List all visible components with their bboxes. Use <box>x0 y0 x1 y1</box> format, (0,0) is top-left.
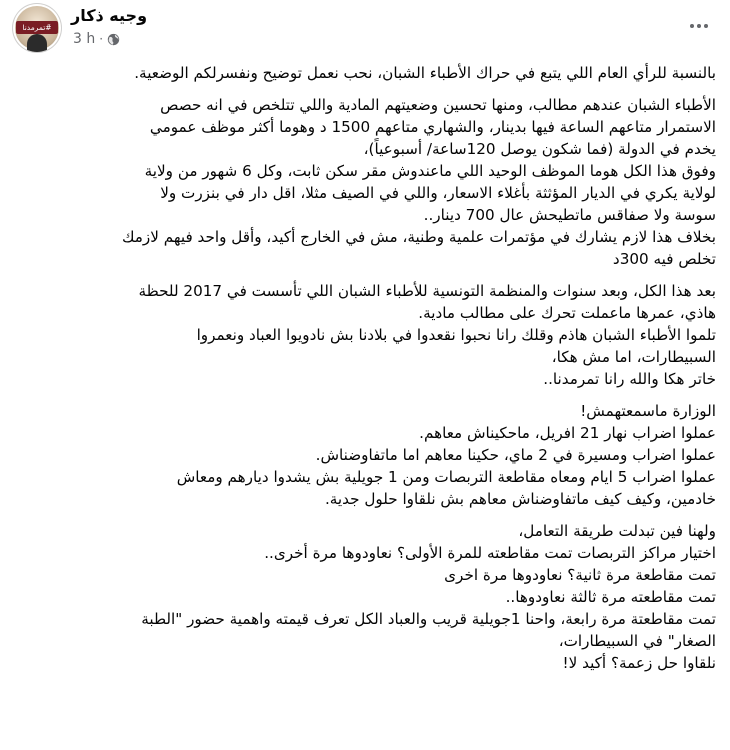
post-text-line: نلقاوا حل زعمة؟ أكيد لا! <box>562 654 716 672</box>
post-text-line: لولاية يكري في الديار المؤثثة بأغلاء الاسعار، واللي في الصيف مثلا، اقل دار في بنزرت ولا <box>160 184 716 202</box>
post-text-line: خادمين، وكيف كيف ماتفاوضناش معاهم بش نلقاوا حلول جدية. <box>324 490 716 508</box>
post-paragraph <box>14 94 716 270</box>
post-text-line: بخلاف هذا لازم يشارك في مؤتمرات علمية وطنية، مش في الخارج أكيد، وأقل واحد فيهم لازمك <box>122 228 716 246</box>
author-name[interactable]: وجيه ذكار <box>71 6 148 25</box>
post-text-line: الوزارة ماسمعتهمش! <box>580 402 716 420</box>
author-avatar[interactable] <box>13 4 61 52</box>
avatar-figure <box>27 34 47 52</box>
post-text-line: الصغار" في السبيطارات، <box>558 632 716 650</box>
more-horizontal-icon <box>690 24 694 28</box>
post-text-line: الاستمرار متاعهم الساعة فيها بدينار، والشهاري متاعهم 1500 د وهوما أكثر موظف عمومي <box>149 118 716 136</box>
post-text-line: عملوا اضراب ومسيرة في 2 ماي، حكينا معاهم اما ماتفاوضناش. <box>315 446 716 464</box>
post-text-line: بعد هذا الكل، وبعد سنوات والمنظمة التونسية للأطباء الشبان اللي تأسست في 2017 للحظة <box>138 282 716 300</box>
post-header <box>0 0 730 60</box>
avatar-badge-text: #تمرمدنا <box>16 21 58 34</box>
post-text-line: تخلص فيه 300د <box>612 250 716 268</box>
more-horizontal-icon-dot <box>704 24 708 28</box>
post-text-line: السبيطارات، اما مش هكا، <box>551 348 716 366</box>
more-horizontal-icon-dot <box>697 24 701 28</box>
post-text-line: خاتر هكا والله رانا تمرمدنا.. <box>543 370 716 388</box>
post-body <box>14 62 716 684</box>
post-text-line: يخدم في الدولة (فما شكون يوصل 120ساعة/ أسبوعياً)، <box>363 140 716 158</box>
post-text-line: تمت مقاطعة مرة ثانية؟ نعاودوها مرة اخرى <box>444 566 716 584</box>
post-paragraph <box>14 280 716 390</box>
meta-separator: · <box>99 32 104 46</box>
globe-icon[interactable] <box>107 33 120 46</box>
post-text-line: هاذي، عمرها ماعملت تحرك على مطالب مادية. <box>418 304 716 322</box>
more-options-button[interactable] <box>684 14 714 38</box>
post-text-line: ولهنا فين تبدلت طريقة التعامل، <box>518 522 716 540</box>
post-paragraph <box>14 520 716 674</box>
post-text-line: عملوا اضراب نهار 21 افريل، ماحكيناش معاهم. <box>419 424 716 442</box>
post-text-line: سوسة ولا صفاقس ماتطيحش عال 700 دينار.. <box>423 206 716 224</box>
post-paragraph <box>14 62 716 84</box>
post-paragraph <box>14 400 716 510</box>
post-text-line: اختيار مراكز التربصات تمت مقاطعته للمرة الأولى؟ نعاودوها مرة أخرى.. <box>264 544 716 562</box>
post-text-line: تلموا الأطباء الشبان هاذم وقلك رانا نحبوا نقعدوا في بلادنا بش نادويوا العباد ونعمروا <box>196 326 716 344</box>
post-text-line: تمت مقاطعتة مرة رابعة، واحنا 1جويلية قريب والعباد الكل تعرف قيمته واهمية حضور "الطبة <box>141 610 716 628</box>
post-text-line: وفوق هذا الكل هوما الموظف الوحيد اللي ماعندوش مقر سكن ثابت، وكل 6 شهور من ولاية <box>144 162 716 180</box>
post-text-line: الأطباء الشبان عندهم مطالب، ومنها تحسين وضعيتهم المادية واللي تتلخص في انه حصص <box>160 96 716 114</box>
post-text-line: بالنسبة للرأي العام اللي يتبع في حراك الأطباء الشبان، نحب نعمل توضيح ونفسرلكم الوضعية. <box>134 64 716 82</box>
post-meta <box>73 31 120 47</box>
post-text-line: تمت مقاطعته مرة ثالثة نعاودوها.. <box>505 588 716 606</box>
post-text-line: عملوا اضراب 5 ايام ومعاه مقاطعة التربصات ومن 1 جويلية بش يشدوا ديارهم ومعاش <box>176 468 716 486</box>
post-timestamp[interactable]: 3 h <box>73 31 96 47</box>
